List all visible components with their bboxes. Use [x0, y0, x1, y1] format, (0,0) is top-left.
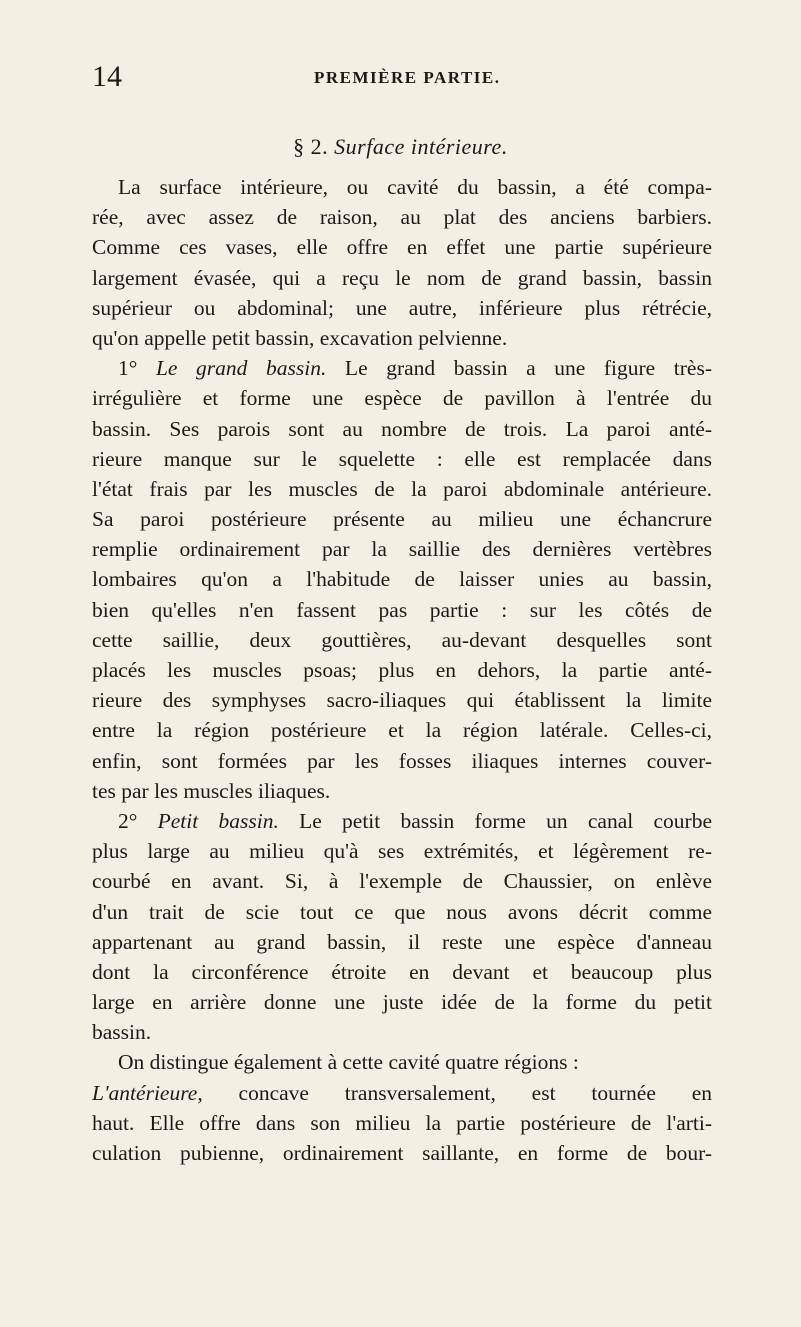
- line-text: haut. Elle offre dans son milieu la partie postérieure de l'arti-: [92, 1110, 712, 1135]
- line-text: La surface intérieure, ou cavité du bassin, a été compa-: [118, 175, 712, 199]
- line-text: plus large au milieu qu'à ses extrémités, et légèrement re-: [92, 839, 712, 864]
- text-line: [92, 1138, 712, 1168]
- line-text: large en arrière donne une juste idée de la forme du petit: [92, 990, 712, 1015]
- section-number: § 2.: [293, 134, 329, 159]
- line-text: Le petit bassin forme un canal courbe: [278, 808, 712, 833]
- text-line: [92, 202, 712, 232]
- text-line: [92, 474, 712, 504]
- text-line: [92, 685, 712, 715]
- text-line: [92, 1108, 712, 1138]
- text-line: [92, 625, 712, 655]
- line-prefix: 1°: [118, 356, 156, 381]
- line-text: rieure manque sur le squelette : elle est remplacée dans: [92, 446, 712, 471]
- line-text: qu'on appelle petit bassin, excavation pelvienne.: [92, 325, 508, 350]
- line-text: d'un trait de scie tout ce que nous avons décrit comme: [92, 899, 712, 924]
- line-text: irrégulière et forme une espèce de pavillon à l'entrée du: [92, 386, 712, 411]
- text-line: [92, 836, 712, 866]
- line-text: supérieur ou abdominal; une autre, inférieure plus rétrécie,: [92, 295, 712, 320]
- line-text: bassin. Ses parois sont au nombre de trois. La paroi anté-: [92, 416, 712, 441]
- line-text: bassin.: [92, 1020, 152, 1045]
- page-number: 14: [92, 60, 122, 93]
- text-line: [92, 383, 712, 413]
- line-text: l'état frais par les muscles de la paroi abdominale antérieure.: [92, 476, 712, 501]
- text-line: [92, 1047, 712, 1077]
- line-text: lombaires qu'on a l'habitude de laisser unies au bassin,: [92, 567, 712, 592]
- line-text: rieure des symphyses sacro-iliaques qui établissent la limite: [92, 688, 712, 713]
- line-text: Comme ces vases, elle offre en effet une partie supérieure: [92, 235, 712, 260]
- section-title: Surface intérieure.: [334, 134, 508, 159]
- text-line: [92, 1017, 712, 1047]
- line-text: , concave transversalement, est tournée en: [197, 1080, 712, 1105]
- text-line: [92, 987, 712, 1017]
- part-title: PREMIÈRE PARTIE.: [314, 68, 501, 87]
- text-line: [92, 746, 712, 776]
- line-text: rée, avec assez de raison, au plat des anciens barbiers.: [92, 205, 712, 230]
- line-text: courbé en avant. Si, à l'exemple de Chaussier, on enlève: [92, 869, 712, 894]
- text-line: [92, 172, 712, 202]
- text-line: [92, 655, 712, 685]
- text-line: [92, 444, 712, 474]
- text-line: [92, 564, 712, 594]
- text-line: [92, 715, 712, 745]
- text-line: [92, 353, 712, 383]
- text-line: [92, 263, 712, 293]
- line-text: appartenant au grand bassin, il reste une espèce d'anneau: [92, 929, 712, 954]
- line-text: enfin, sont formées par les fosses iliaques internes couver-: [92, 748, 712, 773]
- italic-term: Le grand bassin.: [155, 356, 327, 381]
- text-line: [92, 897, 712, 927]
- line-prefix: 2°: [118, 808, 158, 833]
- line-text: placés les muscles psoas; plus en dehors, la partie anté-: [92, 658, 712, 682]
- line-text: Sa paroi postérieure présente au milieu une échancrure: [92, 507, 712, 532]
- line-text: On distingue également à cette cavité quatre régions :: [118, 1050, 579, 1075]
- line-text: tes par les muscles iliaques.: [92, 778, 331, 803]
- text-line: [92, 414, 712, 444]
- body-text: [92, 172, 712, 1168]
- italic-term: Petit bassin.: [157, 808, 279, 833]
- text-line: [92, 866, 712, 896]
- italic-term: L'antérieure: [92, 1080, 198, 1105]
- line-text: remplie ordinairement par la saillie des dernières vertèbres: [92, 537, 712, 562]
- running-head: [92, 62, 712, 92]
- text-line: [92, 776, 712, 806]
- text-line: [92, 806, 712, 836]
- line-text: cette saillie, deux gouttières, au-devant desquelles sont: [92, 627, 712, 652]
- line-text: culation pubienne, ordinairement saillante, en forme de bour-: [92, 1141, 712, 1165]
- text-line: [92, 534, 712, 564]
- line-text: bien qu'elles n'en fassent pas partie : sur les côtés de: [92, 597, 712, 622]
- line-text: largement évasée, qui a reçu le nom de grand bassin, bassin: [92, 265, 712, 290]
- text-line: [92, 232, 712, 262]
- section-heading: [0, 134, 801, 160]
- text-line: [92, 595, 712, 625]
- line-text: dont la circonférence étroite en devant et beaucoup plus: [92, 959, 712, 984]
- text-line: [92, 293, 712, 323]
- text-line: [92, 927, 712, 957]
- text-line: [92, 323, 712, 353]
- line-text: Le grand bassin a une figure très-: [326, 356, 712, 381]
- text-line: [92, 504, 712, 534]
- line-text: entre la région postérieure et la région latérale. Celles-ci,: [92, 718, 712, 743]
- text-line: [92, 957, 712, 987]
- text-line: [92, 1078, 712, 1108]
